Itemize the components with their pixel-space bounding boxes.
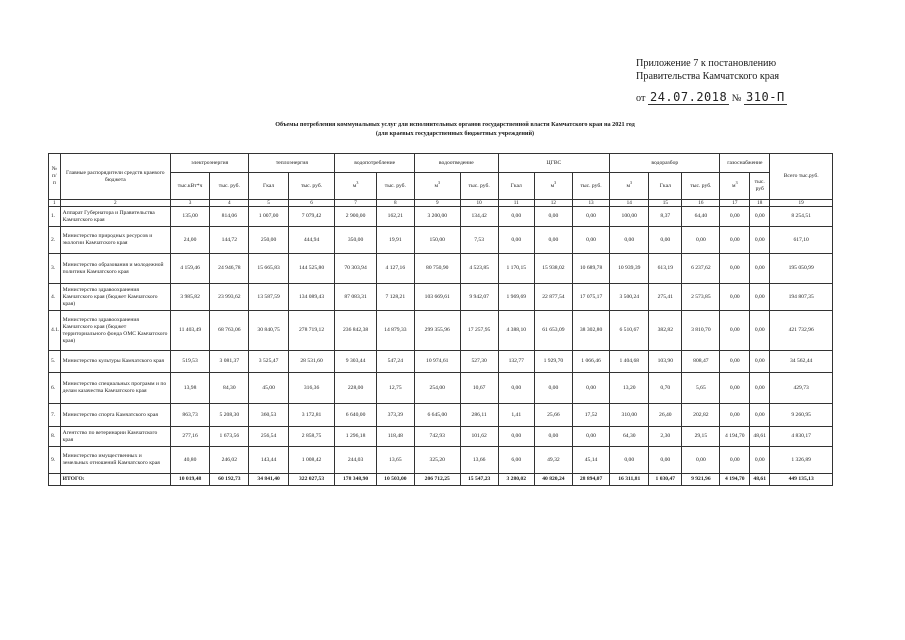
total-cell: 34 841,40 [249,474,288,486]
row-number: 1. [49,207,61,227]
table-cell: 7 079,42 [288,207,335,227]
document-title-line-2: (для краевых государственных бюджетных учреждений) [375,129,535,137]
unit-rub: тыс. руб. [682,173,720,200]
total-cell: 1 030,47 [649,474,682,486]
unit-rub: тыс. руб [750,173,770,200]
table-cell: 2 900,00 [335,207,376,227]
unit-cube: 3 [735,179,738,185]
table-cell: 135,00 [170,207,209,227]
table-cell: 40,80 [170,447,209,474]
table-cell: 0,00 [720,311,750,351]
table-cell: 13 587,59 [249,284,288,311]
appendix-line-2: Правительства Камчатского края [636,71,780,82]
table-cell: 6 645,00 [414,404,460,427]
table-cell: 3 525,47 [249,351,288,373]
row-number: 9. [49,447,61,474]
table-cell: 13,98 [170,373,209,404]
table-row [49,227,833,254]
table-row [49,284,833,311]
total-cell: 3 280,02 [498,474,534,486]
table-cell: 202,82 [682,404,720,427]
total-cell: 449 135,13 [770,474,833,486]
table-cell: 3 172,81 [288,404,335,427]
table-cell: 134,42 [460,207,498,227]
table-cell: 144 525,80 [288,254,335,284]
table-cell: 277,16 [170,427,209,447]
order-prefix: от [636,93,646,104]
appendix-block [636,57,866,105]
table-cell: 103 669,61 [414,284,460,311]
table-cell: 3 081,37 [210,351,249,373]
table-cell: 1 007,00 [249,207,288,227]
table-cell: 1 969,69 [498,284,534,311]
table-cell: 246,02 [210,447,249,474]
table-cell: 11 403,49 [170,311,209,351]
column-number: 9 [414,200,460,207]
unit-cube: 3 [438,179,441,185]
table-cell: 15 938,02 [534,254,572,284]
table-cell: 3 810,70 [682,311,720,351]
consumption-table [48,153,833,486]
column-number: 17 [720,200,750,207]
table-cell: 8 254,51 [770,207,833,227]
table-cell: 1,41 [498,404,534,427]
table-cell: 0,00 [720,254,750,284]
table-cell: 84,30 [210,373,249,404]
table-cell: 254,00 [414,373,460,404]
table-cell: 17,52 [572,404,609,427]
table-cell: 0,00 [682,227,720,254]
table-cell: 1 066,46 [572,351,609,373]
unit-m3 [335,173,376,200]
table-cell: 0,00 [720,447,750,474]
total-cell: 40 820,24 [534,474,572,486]
table-cell: 360,53 [249,404,288,427]
table-cell: 2 858,75 [288,427,335,447]
column-number: 15 [649,200,682,207]
row-name: Министерство спорта Камчатского края [60,404,170,427]
column-number: 2 [60,200,170,207]
table-cell: 808,47 [682,351,720,373]
unit-cube: 3 [630,179,633,185]
row-name: Аппарат Губернатора и Правительства Камчатского края [60,207,170,227]
table-cell: 45,00 [249,373,288,404]
total-cell: 322 027,53 [288,474,335,486]
unit-rub: тыс. руб. [572,173,609,200]
total-cell: 60 192,73 [210,474,249,486]
order-reference [636,91,866,105]
table-cell: 519,53 [170,351,209,373]
table-cell: 7 128,21 [376,284,414,311]
table-cell: 13,20 [610,373,649,404]
table-cell: 1 404,68 [610,351,649,373]
row-name: Министерство культуры Камчатского края [60,351,170,373]
table-cell: 3 985,82 [170,284,209,311]
table-cell: 15 665,83 [249,254,288,284]
table-cell: 0,00 [720,373,750,404]
table-cell: 2 573,85 [682,284,720,311]
table-row [49,427,833,447]
table-cell: 4 159,46 [170,254,209,284]
table-cell: 613,19 [649,254,682,284]
table-cell: 382,82 [649,311,682,351]
table-cell: 0,00 [572,207,609,227]
table-cell: 527,30 [460,351,498,373]
total-cell: 9 921,96 [682,474,720,486]
table-cell: 194 807,35 [770,284,833,311]
table-cell: 101,62 [460,427,498,447]
unit-m: м [352,182,357,189]
row-name: Министерство специальных программ и по делам казачества Камчатского края [60,373,170,404]
row-name: Агентство по ветеринарии Камчатского края [60,427,170,447]
unit-m3 [610,173,649,200]
table-cell: 0,00 [572,427,609,447]
table-cell: 7,53 [460,227,498,254]
header-heat: теплоэнергия [249,154,335,173]
table-cell: 863,73 [170,404,209,427]
table-cell: 325,20 [414,447,460,474]
table-cell: 0,00 [498,227,534,254]
order-number-sign: № [731,93,742,104]
table-cell: 195 050,99 [770,254,833,284]
column-number: 18 [750,200,770,207]
table-cell: 132,77 [498,351,534,373]
header-no: № п/п [49,154,61,200]
column-number: 16 [682,200,720,207]
table-cell: 9 260,95 [770,404,833,427]
table-cell: 48,61 [750,427,770,447]
table-cell: 100,00 [610,207,649,227]
table-cell: 444,94 [288,227,335,254]
header-gas: газоснабжение [720,154,770,173]
header-hotwater: ЦГВС [498,154,609,173]
table-cell: 6,00 [498,447,534,474]
table-row [49,351,833,373]
row-name: Министерство природных ресурсов и экологии Камчатского края [60,227,170,254]
unit-m: м [626,182,631,189]
table-cell: 13,65 [376,447,414,474]
table-body [49,207,833,486]
table-cell: 0,00 [720,207,750,227]
total-cell: 15 547,23 [460,474,498,486]
column-number: 12 [534,200,572,207]
total-label: ИТОГО: [60,474,170,486]
row-name: Министерство образования и молодежной политики Камчатского края [60,254,170,284]
table-cell: 9 303,44 [335,351,376,373]
table-cell: 0,00 [750,373,770,404]
table-cell: 373,39 [376,404,414,427]
unit-kwh: тыс.кВт*ч [170,173,209,200]
row-number: 2. [49,227,61,254]
row-number: 3. [49,254,61,284]
table-cell: 617,10 [770,227,833,254]
total-row [49,474,833,486]
unit-m3 [414,173,460,200]
table-cell: 350,00 [335,227,376,254]
header-drain: водоотведение [414,154,498,173]
total-cell: 10 503,00 [376,474,414,486]
table-cell: 61 653,09 [534,311,572,351]
table-cell: 162,21 [376,207,414,227]
table-row [49,254,833,284]
table-cell: 256,54 [249,427,288,447]
table-cell: 134 089,43 [288,284,335,311]
table-cell: 547,24 [376,351,414,373]
total-cell: 28 894,07 [572,474,609,486]
table-cell: 13,66 [460,447,498,474]
row-name: Министерство здравоохранения Камчатского края (бюджет территориального фонда ОМС Камчатского края) [60,311,170,351]
table-cell: 29,15 [682,427,720,447]
table-cell: 0,00 [572,373,609,404]
table-cell: 87 083,31 [335,284,376,311]
unit-gcal: Гкал [498,173,534,200]
table-cell: 14 879,33 [376,311,414,351]
table-cell: 25,66 [534,404,572,427]
table-cell: 0,00 [498,207,534,227]
header-name: Главные распорядители средств краевого бюджета [60,154,170,200]
document-title [175,121,735,138]
table-cell: 45,14 [572,447,609,474]
unit-m3 [534,173,572,200]
table-row [49,447,833,474]
unit-rub: тыс. руб. [376,173,414,200]
table-cell: 64,30 [610,427,649,447]
total-cell: 48,61 [750,474,770,486]
table-cell: 23 993,62 [210,284,249,311]
row-number: 4. [49,284,61,311]
column-number: 4 [210,200,249,207]
table-cell: 0,00 [534,373,572,404]
unit-m: м [434,182,439,189]
table-cell: 103,90 [649,351,682,373]
row-number: 4.1. [49,311,61,351]
table-cell: 10,67 [460,373,498,404]
table-cell: 4 388,10 [498,311,534,351]
table-cell: 80 750,90 [414,254,460,284]
unit-rub: тыс. руб. [210,173,249,200]
row-name: Министерство имущественных и земельных отношений Камчатского края [60,447,170,474]
row-number: 6. [49,373,61,404]
row-name: Министерство здравоохранения Камчатского края (бюджет Камчатского края) [60,284,170,311]
table-cell: 22 877,54 [534,284,572,311]
table-row [49,404,833,427]
table-cell: 0,00 [610,447,649,474]
table-cell: 24,00 [170,227,209,254]
table-cell: 0,00 [572,227,609,254]
column-number: 13 [572,200,609,207]
table-cell: 0,00 [750,207,770,227]
table-cell: 742,93 [414,427,460,447]
table-cell: 421 732,96 [770,311,833,351]
table-cell: 0,00 [610,227,649,254]
table-cell: 228,00 [335,373,376,404]
table-cell: 143,44 [249,447,288,474]
document-title-line-1: Объемы потребления коммунальных услуг для исполнительных органов государственной власти Камчатского края на 2021 год [275,121,635,128]
table-cell: 30 840,75 [249,311,288,351]
table-cell: 278 719,12 [288,311,335,351]
column-number: 14 [610,200,649,207]
table-row [49,207,833,227]
header-water: водопотребление [335,154,415,173]
table-cell: 10 974,61 [414,351,460,373]
table-cell: 2,30 [649,427,682,447]
column-number: 5 [249,200,288,207]
table-cell: 5 208,30 [210,404,249,427]
unit-m: м [732,182,736,189]
table-cell: 0,00 [720,227,750,254]
column-number: 6 [288,200,335,207]
table-cell: 4 127,16 [376,254,414,284]
table-cell: 6 510,67 [610,311,649,351]
table-cell: 5,65 [682,373,720,404]
table-cell: 0,00 [720,351,750,373]
table-cell: 1 296,18 [335,427,376,447]
table-cell: 68 763,06 [210,311,249,351]
column-number: 3 [170,200,209,207]
unit-gcal: Гкал [249,173,288,200]
column-number: 1 [49,200,61,207]
table-cell: 0,00 [534,227,572,254]
table-cell: 10 939,39 [610,254,649,284]
total-cell: 178 348,90 [335,474,376,486]
order-date: 24.07.2018 [649,90,728,104]
header-total: Всего тыс.руб. [770,154,833,200]
table-cell: 0,00 [750,311,770,351]
total-cell: 206 712,25 [414,474,460,486]
table-cell: 9 942,07 [460,284,498,311]
table-cell: 64,40 [682,207,720,227]
table-cell: 118,48 [376,427,414,447]
unit-cube: 3 [554,179,557,185]
table-cell: 28 531,60 [288,351,335,373]
total-blank [49,474,61,486]
table-cell: 26,40 [649,404,682,427]
unit-cube: 3 [356,179,359,185]
table-cell: 1 929,70 [534,351,572,373]
table-cell: 299 355,96 [414,311,460,351]
table-cell: 0,70 [649,373,682,404]
total-cell: 10 019,48 [170,474,209,486]
table-cell: 1 326,89 [770,447,833,474]
column-number: 11 [498,200,534,207]
unit-rub: тыс. руб. [288,173,335,200]
table-cell: 38 302,80 [572,311,609,351]
row-number: 8. [49,427,61,447]
unit-gcal: Гкал [649,173,682,200]
table-cell: 0,00 [498,373,534,404]
table-cell: 310,00 [610,404,649,427]
column-number: 10 [460,200,498,207]
table-cell: 10 689,78 [572,254,609,284]
table-cell: 0,00 [750,351,770,373]
table-cell: 0,00 [750,447,770,474]
table-cell: 6 640,00 [335,404,376,427]
table-row [49,311,833,351]
header-electric: электроэнергия [170,154,249,173]
table-cell: 144,72 [210,227,249,254]
table-cell: 4 194,70 [720,427,750,447]
table-cell: 0,00 [649,447,682,474]
table-cell: 0,00 [750,284,770,311]
order-number: 310-П [746,90,785,104]
unit-m3 [720,173,750,200]
appendix-line-1: Приложение 7 к постановлению [636,58,777,69]
table-cell: 0,00 [750,227,770,254]
table-cell: 814,06 [210,207,249,227]
row-number: 7. [49,404,61,427]
total-cell: 16 311,81 [610,474,649,486]
table-cell: 150,00 [414,227,460,254]
column-number-row [49,200,833,207]
total-cell: 4 194,70 [720,474,750,486]
table-cell: 0,00 [720,284,750,311]
table-cell: 0,00 [498,427,534,447]
column-number: 19 [770,200,833,207]
table-cell: 0,00 [682,447,720,474]
table-cell: 316,36 [288,373,335,404]
table-cell: 24 946,78 [210,254,249,284]
table-row [49,373,833,404]
table-cell: 1 673,56 [210,427,249,447]
table-cell: 0,00 [534,427,572,447]
table-cell: 17 075,17 [572,284,609,311]
column-number: 7 [335,200,376,207]
table-cell: 429,73 [770,373,833,404]
table-cell: 4 523,85 [460,254,498,284]
table-cell: 12,75 [376,373,414,404]
table-cell: 4 830,17 [770,427,833,447]
table-cell: 1 008,42 [288,447,335,474]
table-cell: 17 257,95 [460,311,498,351]
table-cell: 275,41 [649,284,682,311]
column-number: 8 [376,200,414,207]
table-cell: 286,11 [460,404,498,427]
table-cell: 70 303,94 [335,254,376,284]
table-cell: 0,00 [720,404,750,427]
table-cell: 1 170,15 [498,254,534,284]
table-cell: 244,03 [335,447,376,474]
table-cell: 49,32 [534,447,572,474]
table-cell: 0,00 [649,227,682,254]
table-cell: 19,91 [376,227,414,254]
table-cell: 236 842,38 [335,311,376,351]
table-cell: 6 237,62 [682,254,720,284]
table-cell: 3 200,00 [414,207,460,227]
table-cell: 3 500,24 [610,284,649,311]
header-waterdraw: водоразбор [610,154,720,173]
table-cell: 34 562,44 [770,351,833,373]
table-cell: 0,00 [750,254,770,284]
unit-m: м [550,182,555,189]
table-cell: 0,00 [534,207,572,227]
table-cell: 8,37 [649,207,682,227]
row-number: 5. [49,351,61,373]
table-cell: 250,00 [249,227,288,254]
unit-rub: тыс. руб. [460,173,498,200]
table-cell: 0,00 [750,404,770,427]
